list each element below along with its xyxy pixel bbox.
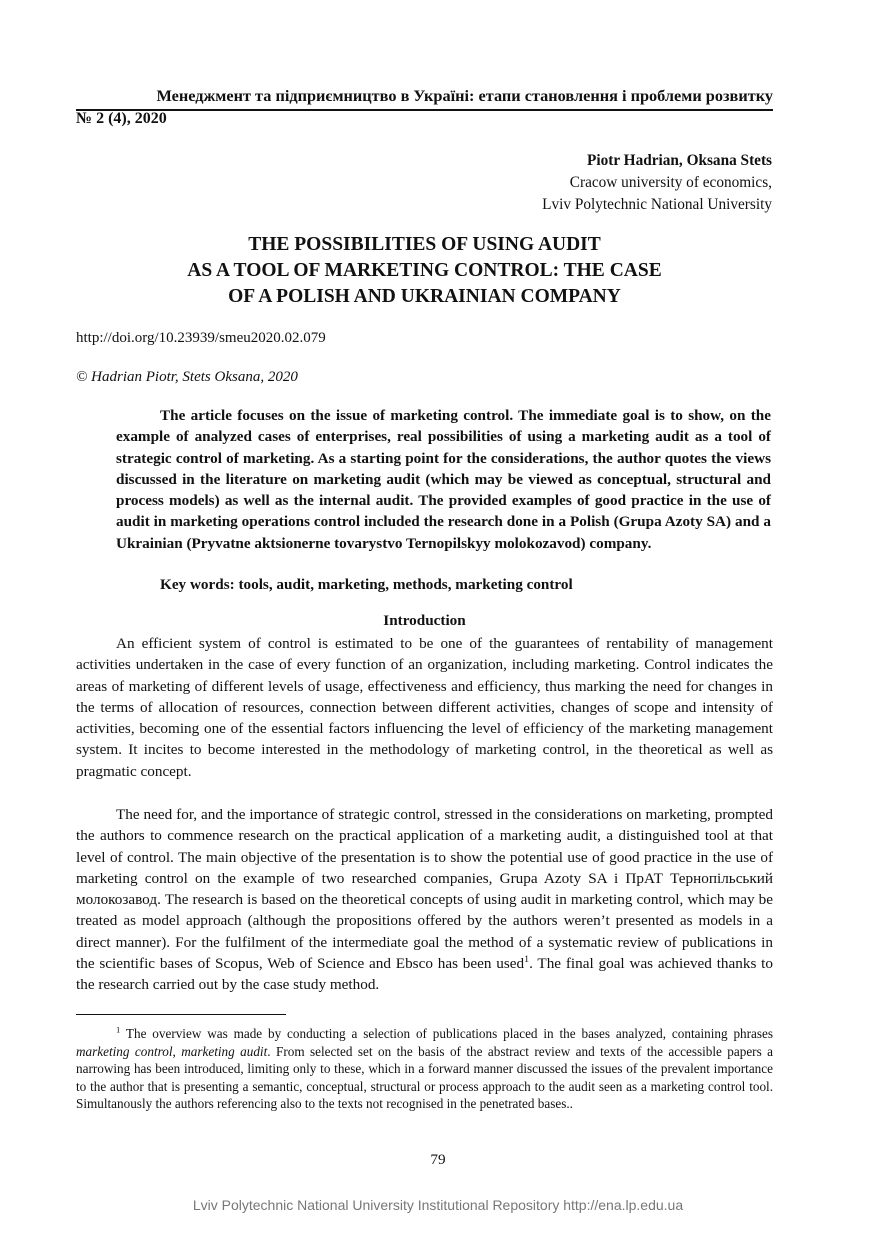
paragraph bbox=[76, 804, 773, 996]
article-title bbox=[76, 232, 773, 310]
paragraph: An efficient system of control is estimated to be one of the guarantees of rentability of management activities undertaken in the case of every function of an organization, including marketing. Control indicates the areas of marketing of different levels of usage, effectiveness and efficiency, thus marking the need for changes in the terms of allocation of resources, connection between different activities, changes of scope and intensity of activities, becoming one of the essential factors influencing the level of efficiency of the marketing management system. It incites to become interested in the methodology of marketing control, in the theoretical as well as pragmatic concept. bbox=[76, 635, 773, 780]
affiliation: Lviv Polytechnic National University bbox=[542, 196, 772, 213]
footnote bbox=[76, 1025, 773, 1113]
repository-watermark: Lviv Polytechnic National University Institutional Repository http://ena.lp.edu.ua bbox=[192, 1197, 684, 1213]
affiliation: Cracow university of economics, bbox=[569, 174, 772, 191]
footnote-emphasis: marketing control bbox=[76, 1043, 173, 1059]
authors-block bbox=[542, 150, 772, 216]
copyright: © Hadrian Piotr, Stets Oksana, 2020 bbox=[76, 369, 298, 385]
footnote-emphasis: marketing audit bbox=[181, 1043, 268, 1059]
footnote-text: , bbox=[172, 1043, 182, 1059]
keywords: Key words: tools, audit, marketing, methods, marketing control bbox=[160, 576, 573, 593]
paragraph-text: The need for, and the importance of strategic control, stressed in the considerations on marketing, prompted the authors to commence research on the practical application of a marketing audit, a distinguished tool at that level of control. The main objective of the presentation is to show the potential use of good practice in the use of marketing control on the example of two researched companies, Grupa Azoty SA і ПрАТ Тернопільський молокозавод. The research is based on the theoretical concepts of using audit in marketing control, which may be treated as model approach (although the propositions offered by the authors weren’t presented as models in a direct manner). For the fulfilment of the intermediate goal the method of a systematic review of publications in the scientific bases of Scopus, Web of Science and Ebsco has been used bbox=[76, 806, 773, 973]
footnote-divider bbox=[76, 1014, 286, 1015]
footnote-text: The overview was made by conducting a selection of publications placed in the bases analyzed, containing phrases bbox=[120, 1026, 773, 1041]
title-line: AS A TOOL OF MARKETING CONTROL: THE CASE bbox=[187, 260, 662, 281]
footnote-mark: 1 bbox=[116, 1024, 121, 1035]
title-line: OF A POLISH AND UKRAINIAN COMPANY bbox=[228, 286, 621, 307]
page-number: 79 bbox=[430, 1151, 446, 1168]
issue-number: № 2 (4), 2020 bbox=[76, 110, 167, 127]
paragraph-text: . The final goal was achieved thanks to the research carried out by the case study method. bbox=[76, 955, 773, 994]
footnote-reference[interactable]: 1 bbox=[524, 954, 530, 966]
abstract: The article focuses on the issue of marketing control. The immediate goal is to show, on the example of analyzed cases of enterprises, real possibilities of using a marketing audit as a tool of strategic control of marketing. As a starting point for the considerations, the author quotes the views discussed in the literature on marketing audit (which may be viewed as conceptual, structural and process models) as well as the internal audit. The provided examples of good practice in the use of audit in marketing operations control included the research done in a Polish (Grupa Azoty SA) and a Ukrainian (Pryvatne aktsionerne tovarystvo Ternopilskyy molokozavod) company. bbox=[116, 407, 771, 552]
author-names: Piotr Hadrian, Oksana Stets bbox=[587, 152, 772, 169]
title-line: THE POSSIBILITIES OF USING AUDIT bbox=[248, 234, 601, 255]
journal-header: Менеджмент та підприємництво в Україні: етапи становлення і проблеми розвитку bbox=[76, 86, 773, 111]
doi-link[interactable]: http://doi.org/10.23939/smeu2020.02.079 bbox=[76, 330, 326, 346]
section-heading: Introduction bbox=[383, 612, 466, 629]
footnote-text: . From selected set on the basis of the abstract review and texts of the accessible papers a narrowing has been introduced, limiting only to these, which in a forward manner discussed the issues of the prevalent importance to the author that is presenting a semantic, conceptual, structural or process approach to the audit seen as a marketing control tool. Simultanously the authors referencing also to the texts not recognised in the penetrated bases.. bbox=[76, 1043, 773, 1112]
